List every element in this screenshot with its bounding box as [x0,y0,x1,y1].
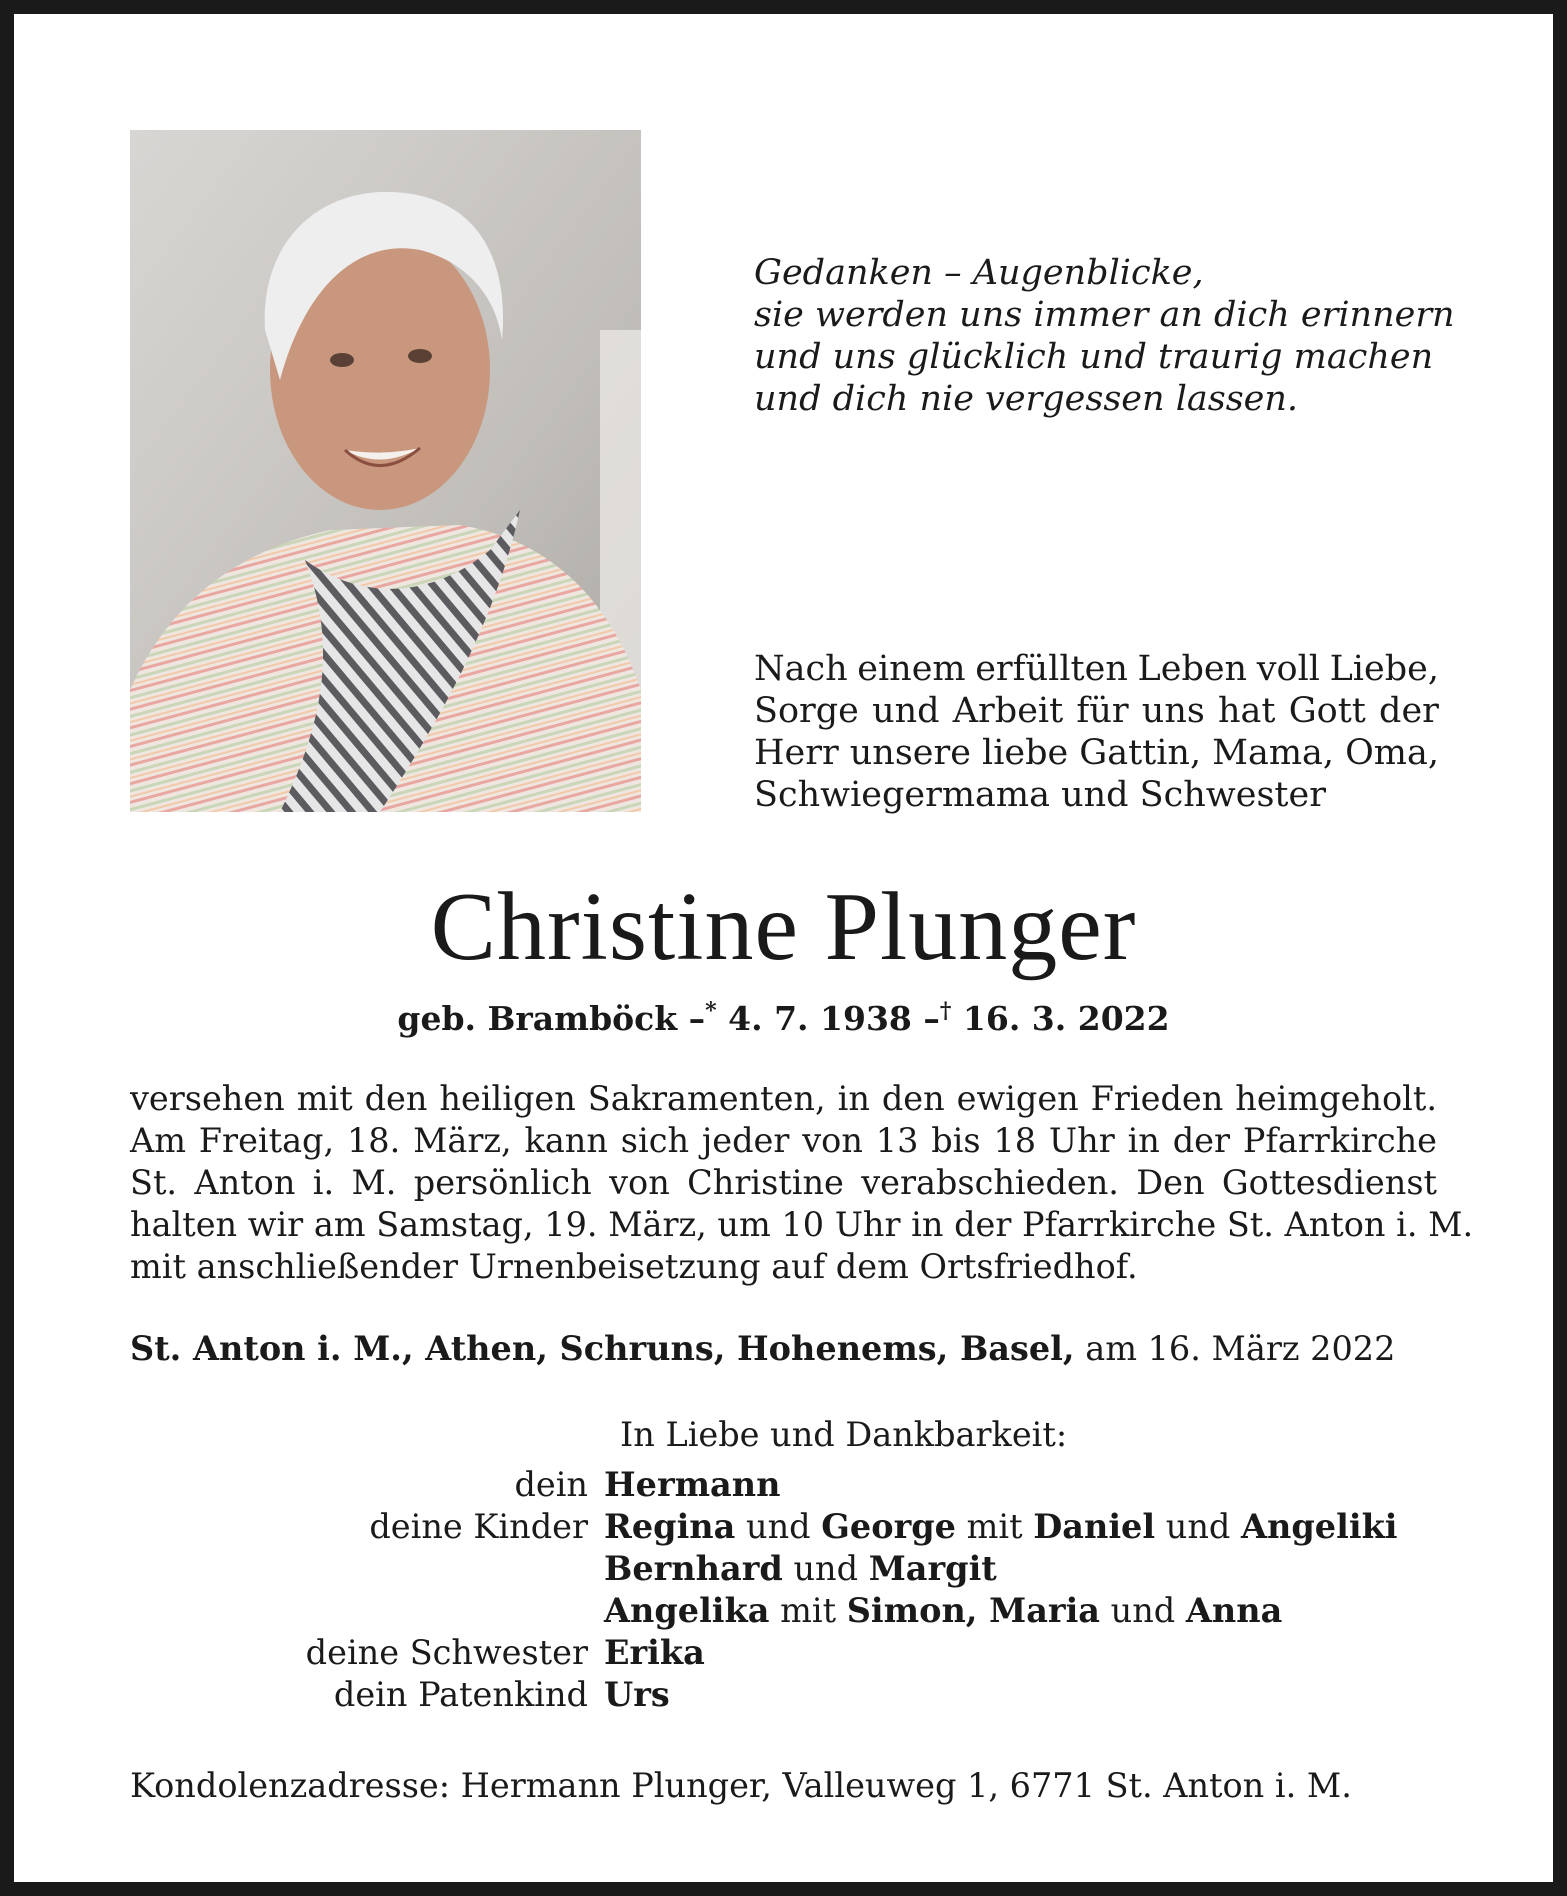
body-line: versehen mit den heiligen Sakramenten, in den ewigen Frieden heimgeholt. [130,1079,1437,1118]
birth-symbol: * [705,998,717,1024]
birth-name: geb. Bramböck [397,999,678,1038]
family-row [130,1548,1460,1590]
body-line: St. Anton i. M. persönlich von Christine verabschieden. Den Gottesdienst [130,1163,1437,1202]
poem-line: Gedanken – Augenblicke, [754,253,1204,293]
family-name: Daniel [1033,1507,1156,1546]
family-name: Urs [604,1675,670,1714]
family-name: Hermann [604,1465,781,1504]
intro-line: Nach einem erfüllten Leben voll Liebe, [754,649,1439,689]
family-name: Simon, Maria [846,1591,1100,1630]
body-line: halten wir am Samstag, 19. März, um 10 Uhr in der Pfarrkirche St. Anton i. M. [130,1205,1474,1244]
family-name: Angeliki [1241,1507,1398,1546]
relation: deine Schwester [305,1633,588,1672]
family-row [130,1464,1460,1506]
signoff: In Liebe und Dankbarkeit: [620,1415,1068,1454]
poem-line: sie werden uns immer an dich erinnern [754,295,1455,335]
family-list [130,1464,1460,1716]
date: am 16. März 2022 [1085,1329,1396,1368]
family-name: Regina [604,1507,736,1546]
connector: mit [780,1591,837,1630]
birth-death-line [0,990,1567,1040]
family-name: Erika [604,1633,705,1672]
intro-line: Herr unsere liebe Gattin, Mama, Oma, [754,733,1439,773]
death-symbol: † [939,998,952,1024]
relation: dein [514,1465,588,1504]
body-line: Am Freitag, 18. März, kann sich jeder von 13 bis 18 Uhr in der Pfarrkirche [130,1121,1437,1160]
connector: und [746,1507,811,1546]
family-row [130,1506,1460,1548]
connector: und [1110,1591,1176,1630]
family-name: Bernhard [604,1549,783,1588]
deceased-name: Christine Plunger [430,873,1137,981]
family-name: Margit [868,1549,997,1588]
poem [754,252,1454,420]
body-line: mit anschließender Urnenbeisetzung auf dem Ortsfriedhof. [130,1247,1138,1286]
death-date: 16. 3. 2022 [962,999,1170,1038]
relation: dein Patenkind [333,1675,588,1714]
portrait-photo [130,130,641,812]
places: St. Anton i. M., Athen, Schruns, Hohenems, Basel, [130,1329,1075,1368]
service-details [130,1078,1474,1288]
family-row [130,1632,1460,1674]
connector: und [793,1549,859,1588]
birth-date: 4. 7. 1938 [728,999,912,1038]
connector: mit [966,1507,1023,1546]
intro-text [754,648,1439,816]
family-name: George [821,1507,956,1546]
place-date-line [130,1328,1450,1370]
connector: und [1165,1507,1231,1546]
portrait-image [130,130,641,812]
family-name: Angelika [604,1591,770,1630]
condolence-address: Kondolenzadresse: Hermann Plunger, Valleuweg 1, 6771 St. Anton i. M. [130,1766,1352,1805]
poem-line: und dich nie vergessen lassen. [754,379,1299,419]
intro-line: Schwiegermama und Schwester [754,775,1326,815]
dash: – [923,999,940,1038]
poem-line: und uns glücklich und traurig machen [754,337,1434,377]
intro-line: Sorge und Arbeit für uns hat Gott der [754,691,1439,731]
dash: – [688,999,706,1038]
relation: deine Kinder [369,1507,588,1546]
family-name: Anna [1185,1591,1283,1630]
family-row [130,1590,1460,1632]
family-row [130,1674,1460,1716]
